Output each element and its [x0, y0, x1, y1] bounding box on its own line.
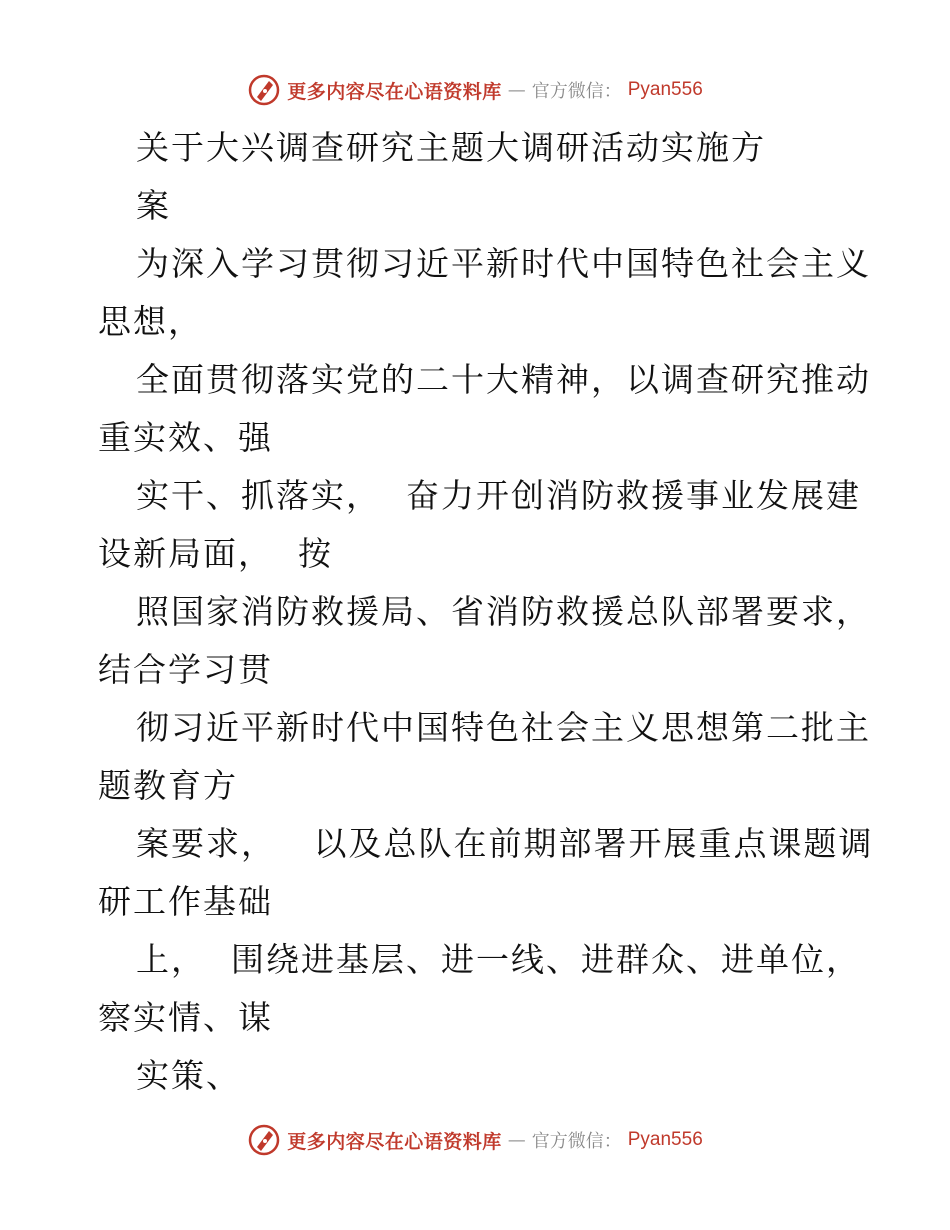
- doc-text-line: 设新局面， 按: [98, 534, 333, 573]
- watermark-separator: —: [507, 79, 526, 101]
- header-watermark: [0, 70, 950, 110]
- watermark-text: 更多内容尽在心语资料库: [287, 80, 502, 103]
- doc-text-line: 察实情、谋: [98, 998, 273, 1037]
- watermark-contact-id: Pyan556: [627, 79, 703, 100]
- doc-text-line: 实策、: [136, 1056, 241, 1095]
- watermark-contact-label: 官方微信：: [531, 81, 622, 102]
- pen-nib-logo-icon: [247, 1123, 281, 1157]
- doc-text-line: 结合学习贯: [98, 650, 273, 689]
- watermark-separator: —: [507, 1129, 526, 1151]
- doc-title-line-2: 案: [136, 186, 171, 225]
- doc-text-line: 题教育方: [98, 766, 238, 805]
- doc-text-line: 为深入学习贯彻习近平新时代中国特色社会主义: [136, 244, 871, 283]
- pen-nib-logo-icon: [247, 73, 281, 107]
- watermark-contact-label: 官方微信：: [531, 1131, 622, 1152]
- footer-watermark: [0, 1120, 950, 1160]
- doc-text-line: 全面贯彻落实党的二十大精神，以调查研究推动: [136, 360, 871, 399]
- doc-text-line: 思想，: [98, 302, 203, 341]
- watermark-contact-id: Pyan556: [627, 1129, 703, 1150]
- doc-text-line: 彻习近平新时代中国特色社会主义思想第二批主: [136, 708, 871, 747]
- doc-text-line: 重实效、强: [98, 418, 273, 457]
- doc-text-line: 案要求， 以及总队在前期部署开展重点课题调: [136, 824, 874, 863]
- doc-text-line: 上， 围绕进基层、进一线、进群众、进单位，: [136, 940, 861, 979]
- doc-text-line: 研工作基础: [98, 882, 273, 921]
- doc-title-line-1: 关于大兴调查研究主题大调研活动实施方: [136, 128, 766, 167]
- watermark-text: 更多内容尽在心语资料库: [287, 1130, 502, 1153]
- doc-text-line: 照国家消防救援局、省消防救援总队部署要求，: [136, 592, 871, 631]
- doc-text-line: 实干、抓落实， 奋力开创消防救援事业发展建: [136, 476, 861, 515]
